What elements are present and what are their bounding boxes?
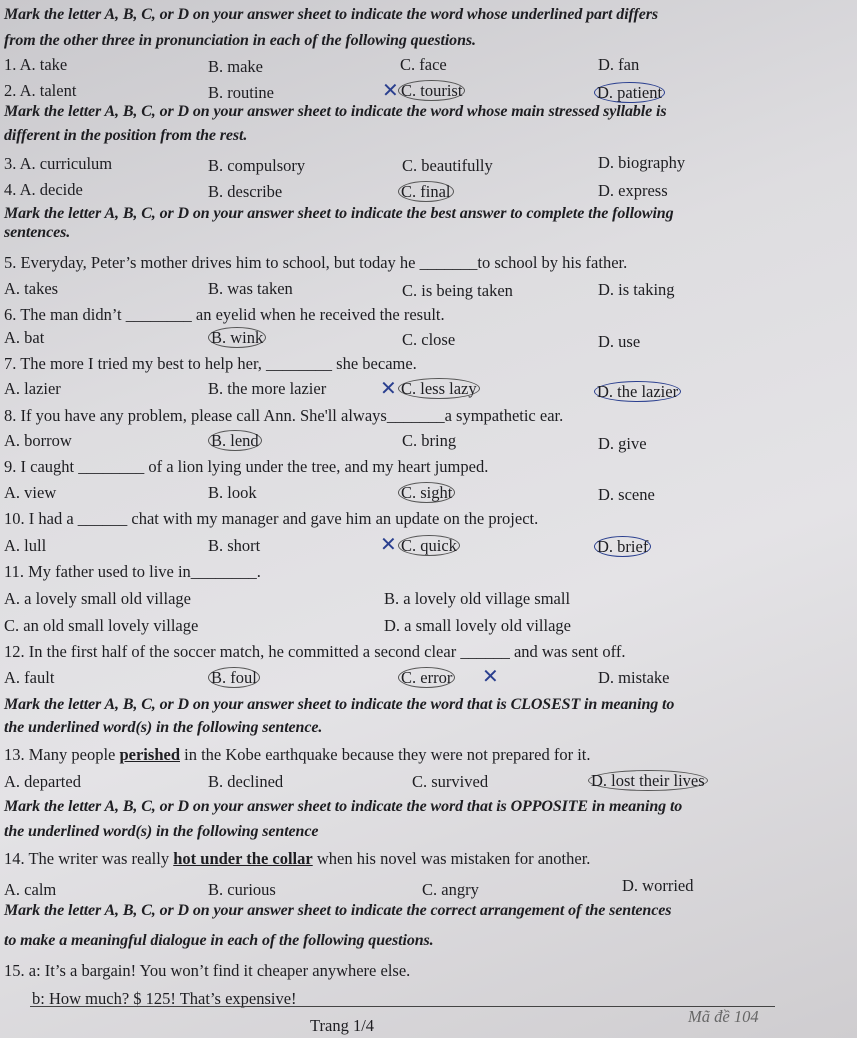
- page-number: Trang 1/4: [310, 1016, 375, 1035]
- option-a: 4. A. decide: [4, 180, 83, 199]
- question-stem: 9. I caught ________ of a lion lying under the tree, and my heart jumped.: [4, 457, 489, 476]
- option-c: C. less lazy: [402, 378, 480, 400]
- option-d: D. scene: [598, 485, 655, 504]
- option-a: A. fault: [4, 668, 55, 687]
- option-a: 1. A. take: [4, 55, 68, 74]
- option-c: C. quick: [402, 535, 460, 557]
- question-stem: 13. Many people perished in the Kobe earthquake because they were not prepared for it.: [4, 745, 591, 764]
- dialogue-line-b: b: How much? $ 125! That’s expensive!: [32, 989, 297, 1008]
- option-b: B. describe: [208, 182, 283, 201]
- option-a: 3. A. curriculum: [4, 154, 113, 173]
- instruction: the underlined word(s) in the following sentence.: [4, 719, 323, 736]
- question-stem: 11. My father used to live in________.: [4, 562, 261, 581]
- exam-code: Mã đề 104: [688, 1007, 759, 1026]
- option-a: A. departed: [4, 772, 81, 791]
- option-d: D. is taking: [598, 280, 675, 299]
- instruction: Mark the letter A, B, C, or D on your answer sheet to indicate the correct arrangement of the sentences: [4, 902, 672, 919]
- question-stem: 10. I had a ______ chat with my manager and gave him an update on the project.: [4, 509, 539, 528]
- option-d: D. use: [598, 332, 641, 351]
- option-d: D. biography: [598, 153, 686, 172]
- option-b: B. make: [208, 57, 263, 76]
- cross-mark-icon: ✕: [482, 666, 499, 688]
- option-b: B. wink: [212, 327, 266, 349]
- option-d: D. give: [598, 434, 647, 453]
- instruction: different in the position from the rest.: [4, 127, 248, 144]
- option-a: A. calm: [4, 880, 57, 899]
- option-d: D. patient: [598, 82, 665, 104]
- option-c: C. close: [402, 330, 456, 349]
- option-a: A. bat: [4, 328, 45, 347]
- option-b: B. compulsory: [208, 156, 306, 175]
- option-d: D. fan: [598, 55, 640, 74]
- question-stem: 6. The man didn’t ________ an eyelid when he received the result.: [4, 305, 445, 324]
- option-c: C. is being taken: [402, 281, 513, 300]
- instruction: the underlined word(s) in the following sentence: [4, 823, 319, 840]
- instruction: to make a meaningful dialogue in each of the following questions.: [4, 932, 434, 949]
- divider: [30, 1006, 775, 1007]
- instruction: Mark the letter A, B, C, or D on your answer sheet to indicate the word whose underlined part differs: [4, 6, 658, 23]
- option-d: D. brief: [598, 536, 651, 558]
- instruction: Mark the letter A, B, C, or D on your answer sheet to indicate the word that is CLOSEST in meaning to: [4, 696, 675, 713]
- question-stem: 5. Everyday, Peter’s mother drives him to school, but today he _______to school by his father.: [4, 253, 628, 272]
- option-b: B. was taken: [208, 279, 293, 298]
- instruction: from the other three in pronunciation in each of the following questions.: [4, 32, 476, 49]
- option-d: D. worried: [622, 876, 694, 895]
- cross-mark-icon: ✕: [382, 80, 399, 102]
- cross-mark-icon: ✕: [380, 534, 397, 556]
- option-d: D. the lazier: [598, 381, 681, 403]
- option-b: B. curious: [208, 880, 276, 899]
- option-d: D. a small lovely old village: [384, 616, 571, 635]
- option-a: A. borrow: [4, 431, 72, 450]
- instruction: Mark the letter A, B, C, or D on your answer sheet to indicate the best answer to complete the following: [4, 205, 674, 222]
- option-b: B. declined: [208, 772, 284, 791]
- option-c: C. face: [400, 55, 447, 74]
- option-c: C. beautifully: [402, 156, 493, 175]
- option-c: C. bring: [402, 431, 457, 450]
- option-c: C. sight: [402, 482, 455, 504]
- question-stem: 12. In the first half of the soccer match, he committed a second clear ______ and was sent off.: [4, 642, 626, 661]
- instruction: Mark the letter A, B, C, or D on your answer sheet to indicate the word whose main stressed syllable is: [4, 103, 667, 120]
- question-stem: 8. If you have any problem, please call Ann. She'll always_______a sympathetic ear.: [4, 406, 564, 425]
- option-b: B. short: [208, 536, 261, 555]
- question-stem: 14. The writer was really hot under the collar when his novel was mistaken for another.: [4, 849, 591, 868]
- instruction: Mark the letter A, B, C, or D on your answer sheet to indicate the word that is OPPOSITE in meaning to: [4, 798, 683, 815]
- option-a: A. lazier: [4, 379, 61, 398]
- cross-mark-icon: ✕: [380, 378, 397, 400]
- option-b: B. routine: [208, 83, 274, 102]
- option-d: D. lost their lives: [592, 770, 708, 792]
- option-b: B. a lovely old village small: [384, 589, 571, 608]
- option-c: C. an old small lovely village: [4, 616, 199, 635]
- option-c: C. tourist: [402, 80, 465, 102]
- option-c: C. final: [402, 181, 454, 203]
- option-a: A. view: [4, 483, 57, 502]
- instruction: sentences.: [4, 224, 71, 241]
- option-b: B. lend: [212, 430, 262, 452]
- option-a: A. a lovely small old village: [4, 589, 191, 608]
- dialogue-line-a: 15. a: It’s a bargain! You won’t find it cheaper anywhere else.: [4, 961, 411, 980]
- option-a: 2. A. talent: [4, 81, 77, 100]
- option-a: A. takes: [4, 279, 59, 298]
- option-a: A. lull: [4, 536, 47, 555]
- option-c: C. survived: [412, 772, 489, 791]
- option-b: B. foul: [212, 667, 260, 689]
- option-d: D. mistake: [598, 668, 670, 687]
- option-b: B. the more lazier: [208, 379, 327, 398]
- option-b: B. look: [208, 483, 257, 502]
- option-c: C. error: [402, 667, 455, 689]
- question-stem: 7. The more I tried my best to help her, ________ she became.: [4, 354, 417, 373]
- option-c: C. angry: [422, 880, 479, 899]
- option-d: D. express: [598, 181, 668, 200]
